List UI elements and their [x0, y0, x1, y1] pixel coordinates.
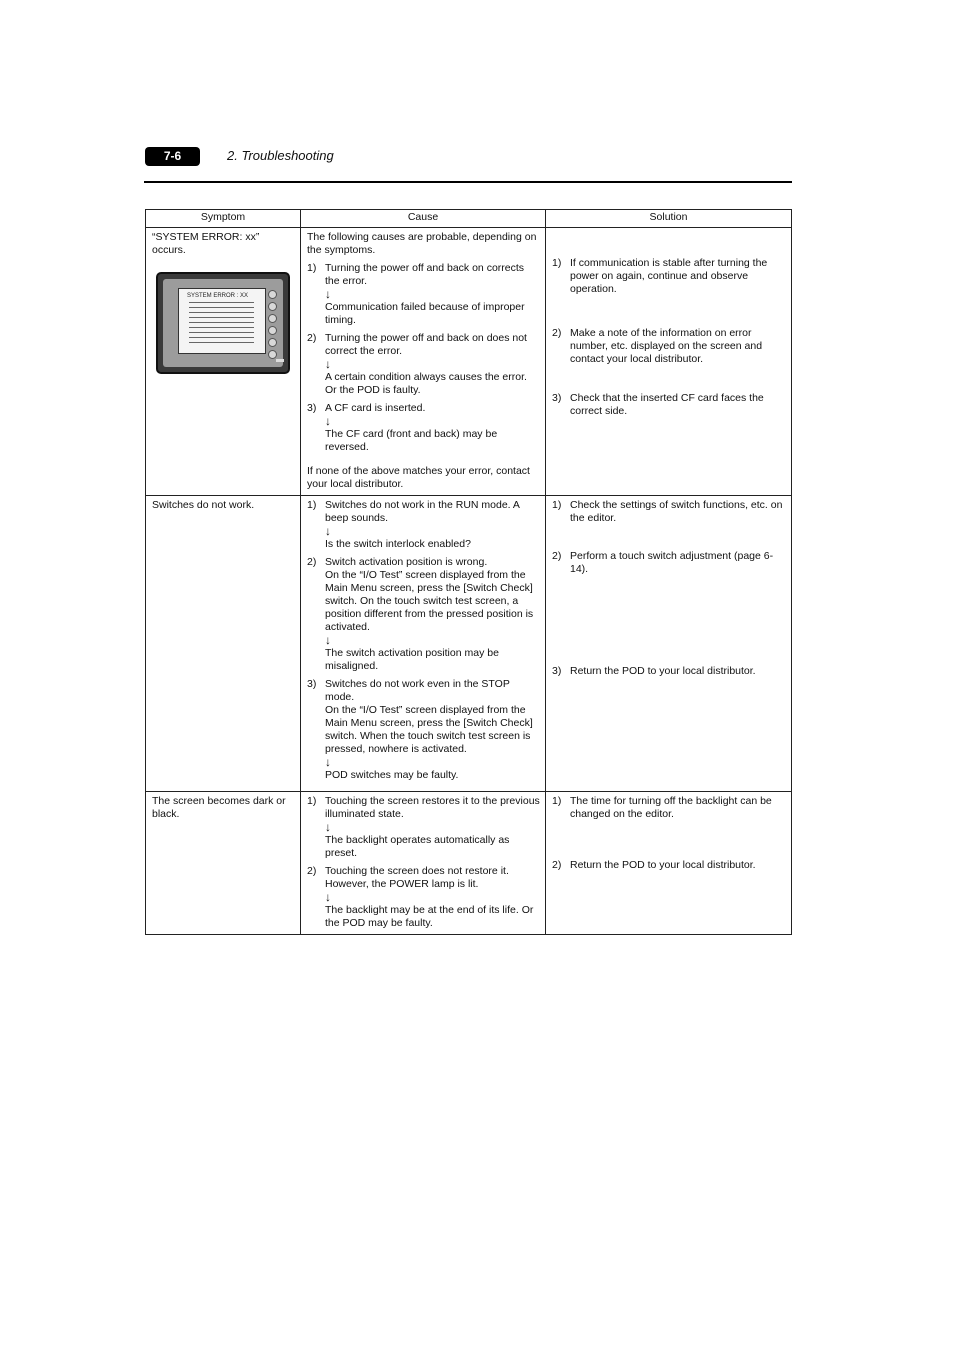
cause-text: Touching the screen does not restore it. However, the POWER lamp is lit.: [325, 865, 509, 890]
item-number: 3): [552, 665, 562, 677]
solution-text: Check the settings of switch functions, etc. on the editor.: [570, 499, 783, 524]
table-row: [146, 496, 792, 792]
cause-result: POD switches may be faulty.: [325, 769, 459, 781]
solution-item: [552, 327, 786, 366]
cause-item: [307, 678, 540, 782]
item-number: 1): [552, 257, 562, 269]
cause-text: Touching the screen restores it to the previous illuminated state.: [325, 795, 540, 820]
cause-detail: On the “I/O Test” screen displayed from the Main Menu screen, press the [Switch Check] switch. When the touch switch test screen is pressed, nowhere is activated.: [325, 704, 533, 755]
solution-text: Make a note of the information on error number, etc. displayed on the screen and contact your local distributor.: [570, 327, 763, 365]
solution-text: The time for turning off the backlight can be changed on the editor.: [570, 795, 772, 820]
cause-item: [307, 795, 540, 860]
cause-text: A CF card is inserted.: [325, 402, 426, 414]
item-number: 3): [307, 402, 317, 414]
solution-text: If communication is stable after turning the power on again, continue and observe operation.: [570, 257, 768, 295]
item-number: 1): [552, 499, 562, 511]
section-title: 2. Troubleshooting: [227, 148, 334, 163]
solution-text: Check that the inserted CF card faces the correct side.: [570, 392, 764, 417]
cause-text: Switches do not work even in the STOP mode.: [325, 678, 510, 703]
troubleshooting-table: [145, 209, 792, 935]
pod-device-illustration: [156, 272, 290, 374]
down-arrow-icon: ↓: [325, 524, 331, 538]
column-header-cause: Cause: [301, 210, 546, 228]
down-arrow-icon: ↓: [325, 820, 331, 834]
table-header-row: [146, 210, 792, 228]
column-header-symptom: Symptom: [146, 210, 301, 228]
device-screen-title: SYSTEM ERROR : XX: [187, 293, 249, 299]
symptom-cell: [146, 228, 301, 496]
solution-item: [552, 499, 786, 525]
cause-result: The CF card (front and back) may be reversed.: [325, 428, 498, 453]
device-screen: [178, 288, 266, 354]
cause-result: The backlight may be at the end of its life. Or the POD may be faulty.: [325, 904, 534, 929]
cause-item: [307, 499, 540, 551]
solution-item: [552, 859, 786, 872]
solution-item: [552, 665, 786, 678]
cause-item: [307, 865, 540, 930]
item-number: 1): [307, 499, 317, 511]
cause-result: Communication failed because of improper timing.: [325, 301, 525, 326]
cause-item: [307, 262, 540, 327]
solution-text: Perform a touch switch adjustment (page 6-14).: [570, 550, 774, 575]
solution-item: [552, 392, 786, 418]
item-number: 2): [307, 556, 317, 568]
down-arrow-icon: ↓: [325, 755, 331, 769]
power-lamp: [276, 359, 284, 362]
cause-text: Switches do not work in the RUN mode. A beep sounds.: [325, 499, 520, 524]
cause-result: A certain condition always causes the error. Or the POD is faulty.: [325, 371, 527, 396]
column-header-solution: Solution: [546, 210, 792, 228]
cause-result: The backlight operates automatically as preset.: [325, 834, 510, 859]
item-number: 2): [307, 865, 317, 877]
symptom-cell: [146, 496, 301, 792]
cause-intro: The following causes are probable, depending on the symptoms.: [307, 231, 537, 256]
symptom-text: “SYSTEM ERROR: xx” occurs.: [152, 231, 260, 256]
down-arrow-icon: ↓: [325, 890, 331, 904]
solution-text: Return the POD to your local distributor.: [570, 665, 756, 677]
cause-text: Turning the power off and back on does not correct the error.: [325, 332, 527, 357]
solution-text: Return the POD to your local distributor.: [570, 859, 756, 871]
cause-text: Switch activation position is wrong.: [325, 556, 488, 568]
cause-item: [307, 402, 540, 454]
solution-item: [552, 257, 786, 296]
solution-cell: [546, 228, 792, 496]
solution-item: [552, 795, 786, 821]
cause-detail: On the “I/O Test” screen displayed from the Main Menu screen, press the [Switch Check] switch. On the touch switch test screen, a position different from the pressed position is activated.: [325, 569, 534, 633]
device-function-buttons: [268, 290, 277, 362]
cause-item: [307, 332, 540, 397]
down-arrow-icon: ↓: [325, 633, 331, 647]
cause-cell: [301, 228, 546, 496]
cause-text: Turning the power off and back on corrects the error.: [325, 262, 525, 287]
header-divider: [144, 181, 792, 183]
symptom-text: The screen becomes dark or black.: [152, 795, 286, 820]
item-number: 3): [552, 392, 562, 404]
down-arrow-icon: ↓: [325, 357, 331, 371]
down-arrow-icon: ↓: [325, 287, 331, 301]
item-number: 2): [552, 859, 562, 871]
page-number-badge: 7-6: [145, 147, 200, 166]
cause-outro: If none of the above matches your error, contact your local distributor.: [307, 465, 530, 490]
cause-cell: [301, 496, 546, 792]
symptom-cell: [146, 792, 301, 935]
down-arrow-icon: ↓: [325, 414, 331, 428]
cause-cell: [301, 792, 546, 935]
item-number: 3): [307, 678, 317, 690]
table-row: [146, 792, 792, 935]
cause-result: Is the switch interlock enabled?: [325, 538, 471, 550]
item-number: 1): [307, 262, 317, 274]
item-number: 2): [552, 327, 562, 339]
cause-result: The switch activation position may be misaligned.: [325, 647, 499, 672]
symptom-text: Switches do not work.: [152, 499, 255, 511]
item-number: 1): [552, 795, 562, 807]
item-number: 2): [307, 332, 317, 344]
item-number: 1): [307, 795, 317, 807]
solution-item: [552, 550, 786, 576]
solution-cell: [546, 792, 792, 935]
cause-item: [307, 556, 540, 673]
solution-cell: [546, 496, 792, 792]
item-number: 2): [552, 550, 562, 562]
table-row: [146, 228, 792, 496]
